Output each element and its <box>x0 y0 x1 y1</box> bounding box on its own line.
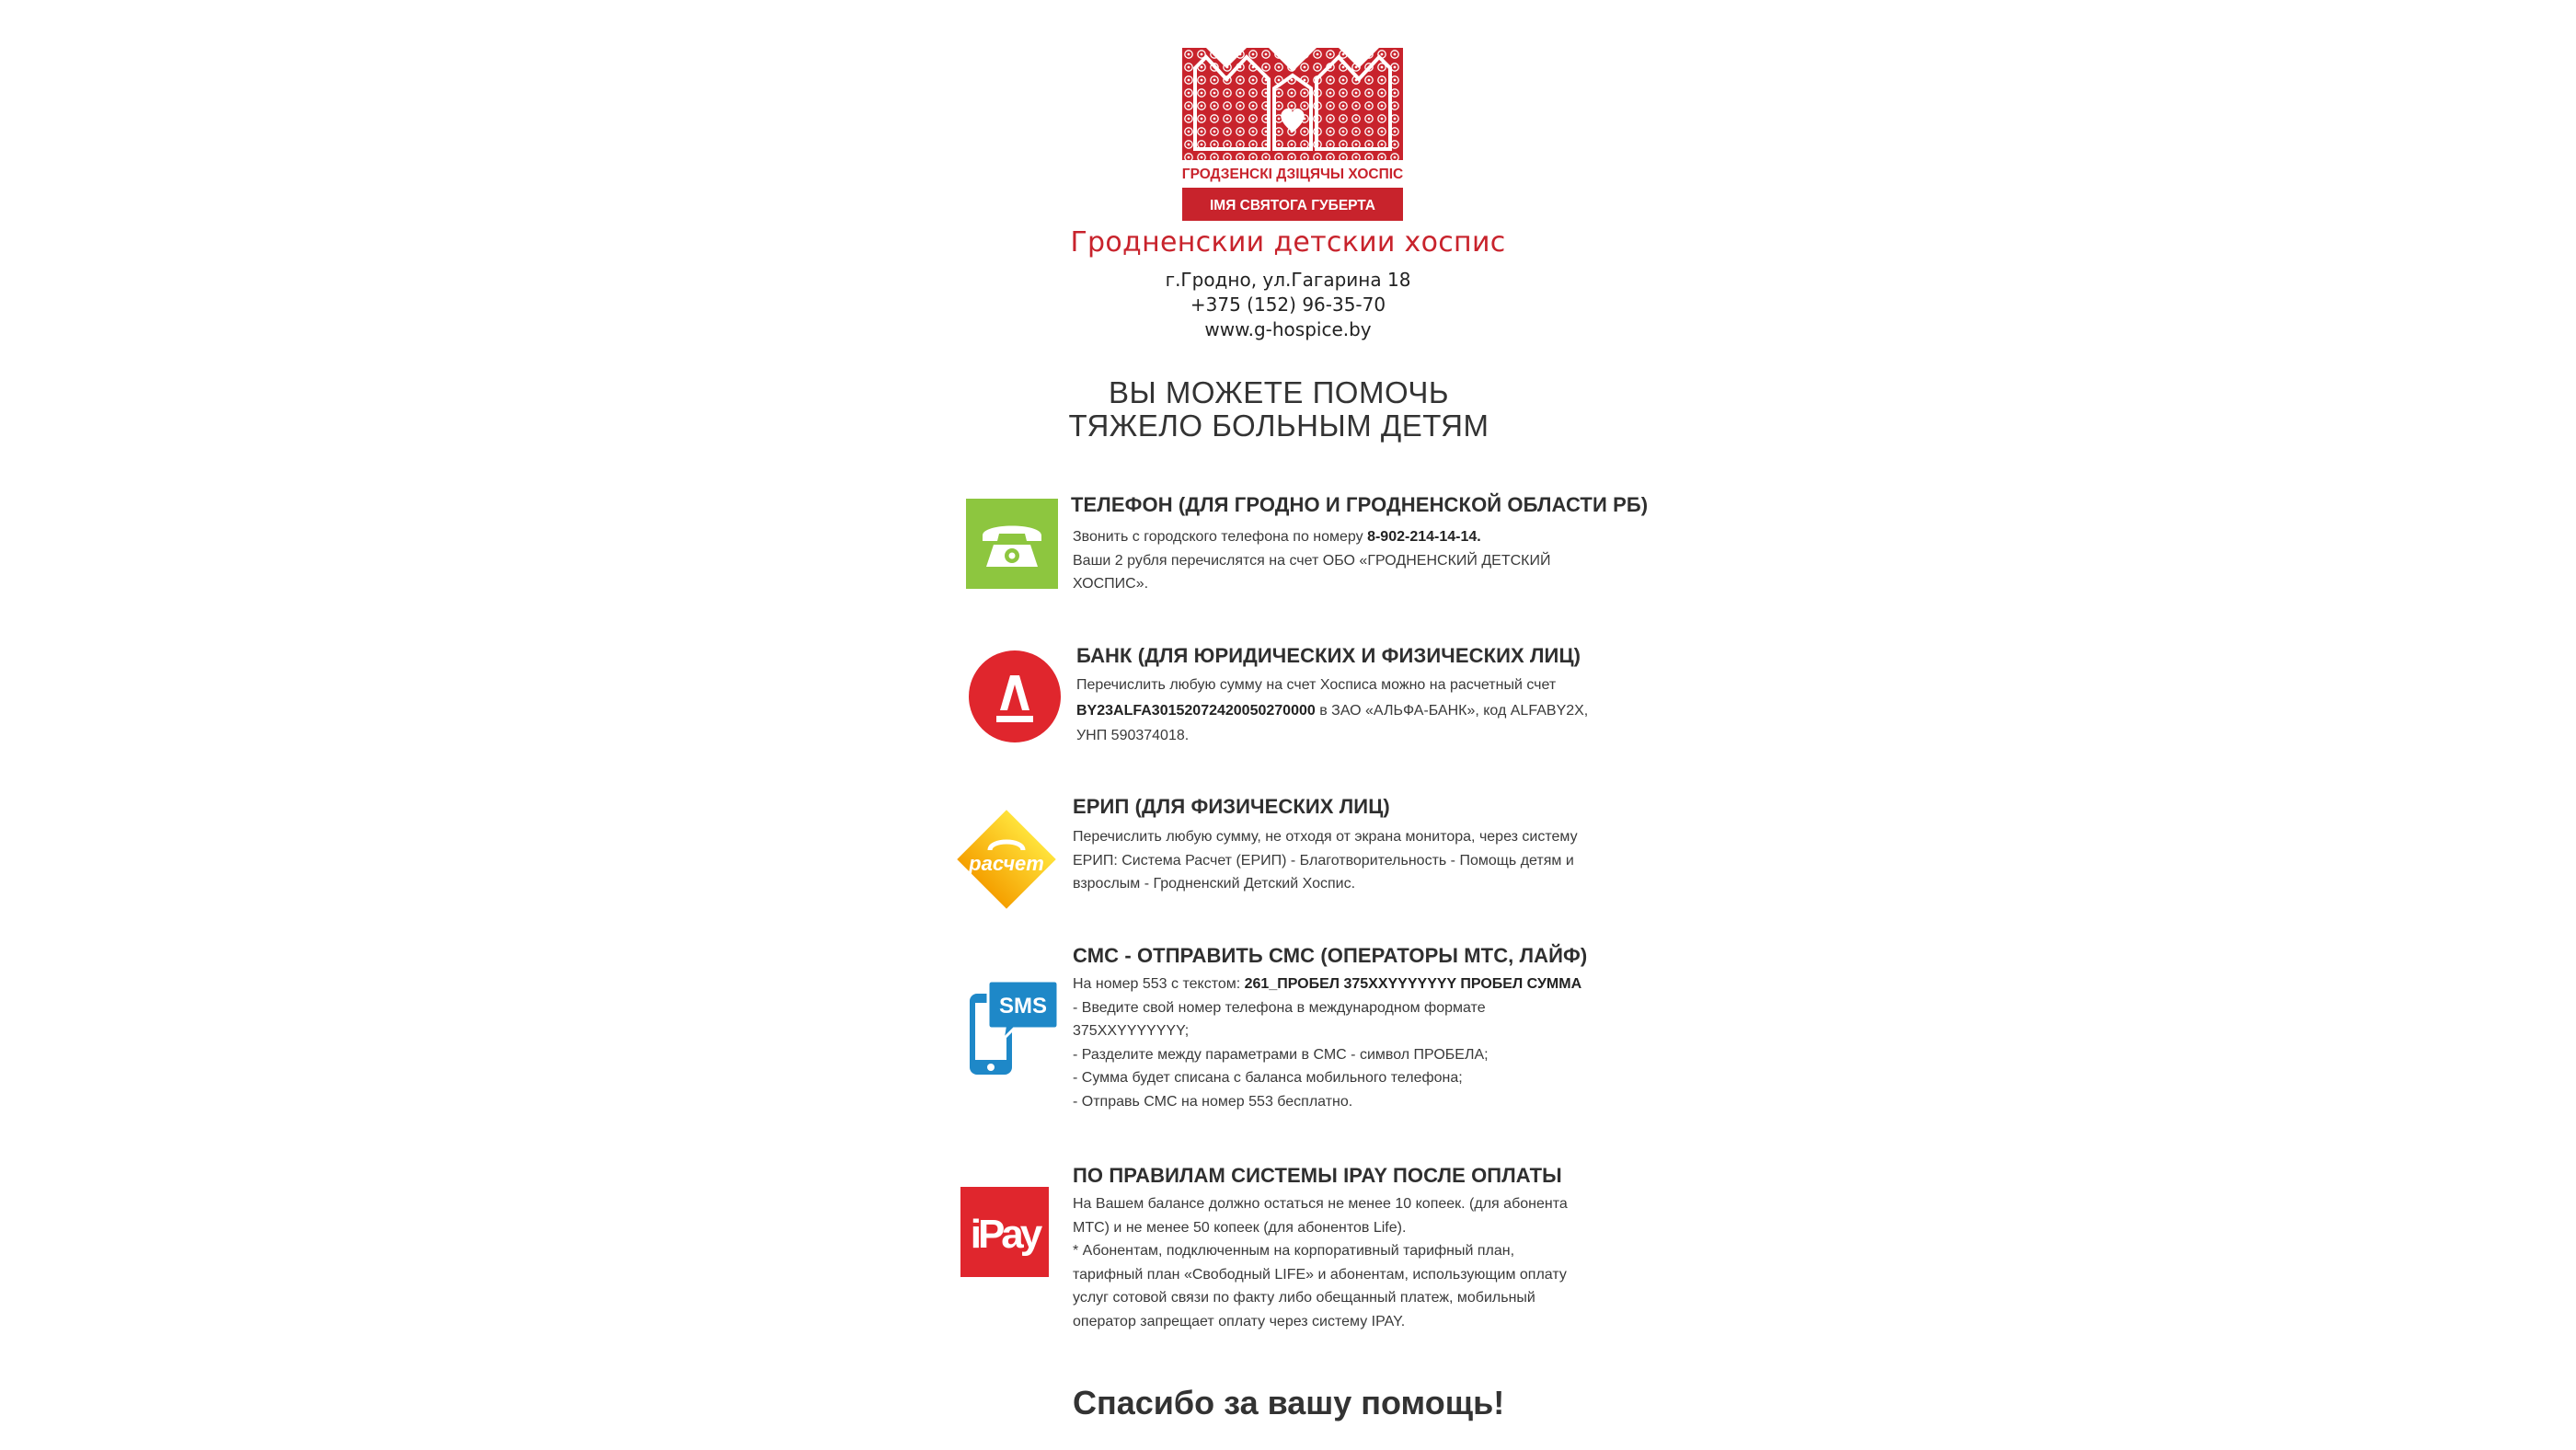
ipay-section-text: На Вашем балансе должно остаться не менее 10 копеек. (для абонента МТС) и не менее 50 копеек (для абонентов Life). * Абонентам, подключенным на корпоративный тарифный план, тарифный план «Свободный LIFE» и абонентам, использующим оплату услуг сотовой связи по факту либо обещанный платеж, мобильный оператор запрещает оплату через систему IPAY. <box>1073 1196 1568 1329</box>
erip-section-text: Перечислить любую сумму, не отходя от экрана монитора, через систему ЕРИП: Система Расчет (ЕРИП) - Благотворительность - Помощь детям и взрослым - Гродненский Детский Хоспис. <box>1073 829 1578 892</box>
bank-section-title: БАНК (ДЛЯ ЮРИДИЧЕСКИХ И ФИЗИЧЕСКИХ ЛИЦ) <box>1076 644 1581 667</box>
ipay-icon <box>960 1187 1049 1277</box>
sms-phone-icon <box>966 977 1060 1078</box>
thank-you-message: Спасибо за вашу помощь! <box>1073 1384 1505 1421</box>
logo-line2: ІМЯ СВЯТОГА ГУБЕРТА <box>1210 198 1375 213</box>
hospice-logo <box>1182 48 1403 223</box>
hospice-logo-icon <box>1182 48 1403 223</box>
headline-line2: ТЯЖЕЛО БОЛЬНЫМ ДЕТЯМ <box>1068 409 1489 443</box>
headline-line1: ВЫ МОЖЕТЕ ПОМОЧЬ <box>1108 375 1450 409</box>
phone-section-text: Звонить с городского телефона по номеру 8-902-214-14-14. Ваши 2 рубля перечислятся на счет ОБО «ГРОДНЕНСКИЙ ДЕТСКИЙ ХОСПИС». <box>1073 529 1551 592</box>
organization-name: Гродненскии детскии хоспис <box>1070 226 1506 259</box>
svg-text:расчет: расчет <box>969 852 1044 875</box>
svg-text:iPay: iPay <box>970 1212 1040 1257</box>
sms-section-text: На номер 553 с текстом: 261_ПРОБЕЛ 375XXYYYYYYY ПРОБЕЛ СУММА - Введите свой номер телефона в международном формате 375XXYYYYYYY; - Разделите между параметрами в СМС - символ ПРОБЕЛА; - Сумма будет списана с баланса мобильного телефона; - Отправь СМС на номер 553 бесплатно. <box>1073 976 1582 1110</box>
logo-line1: ГРОДЗЕНСКІ ДЗІЦЯЧЫ ХОСПІС <box>1182 167 1403 182</box>
telephone-icon <box>966 499 1058 589</box>
alfa-bank-icon <box>968 650 1062 743</box>
raschet-erip-icon <box>951 804 1062 915</box>
svg-text:SMS: SMS <box>998 994 1048 1018</box>
ipay-section-title: ПО ПРАВИЛАМ СИСТЕМЫ IPAY ПОСЛЕ ОПЛАТЫ <box>1073 1164 1562 1187</box>
phone-number: +375 (152) 96-35-70 <box>1190 293 1386 316</box>
bank-section-text: Перечислить любую сумму на счет Хосписа можно на расчетный счет BY23ALFA30152072420050270000 в ЗАО «АЛЬФА-БАНК», код ALFABY2X, УНП 590374018. <box>1076 677 1589 743</box>
sms-section-title: СМС - ОТПРАВИТЬ СМС (ОПЕРАТОРЫ МТС, ЛАЙФ) <box>1073 944 1588 967</box>
erip-section-title: ЕРИП (ДЛЯ ФИЗИЧЕСКИХ ЛИЦ) <box>1073 795 1390 818</box>
address: г.Гродно, ул.Гагарина 18 <box>1165 269 1411 291</box>
phone-section-title: ТЕЛЕФОН (ДЛЯ ГРОДНО И ГРОДНЕНСКОЙ ОБЛАСТИ РБ) <box>1071 493 1649 516</box>
website-link[interactable]: www.g-hospice.by <box>1204 318 1372 340</box>
